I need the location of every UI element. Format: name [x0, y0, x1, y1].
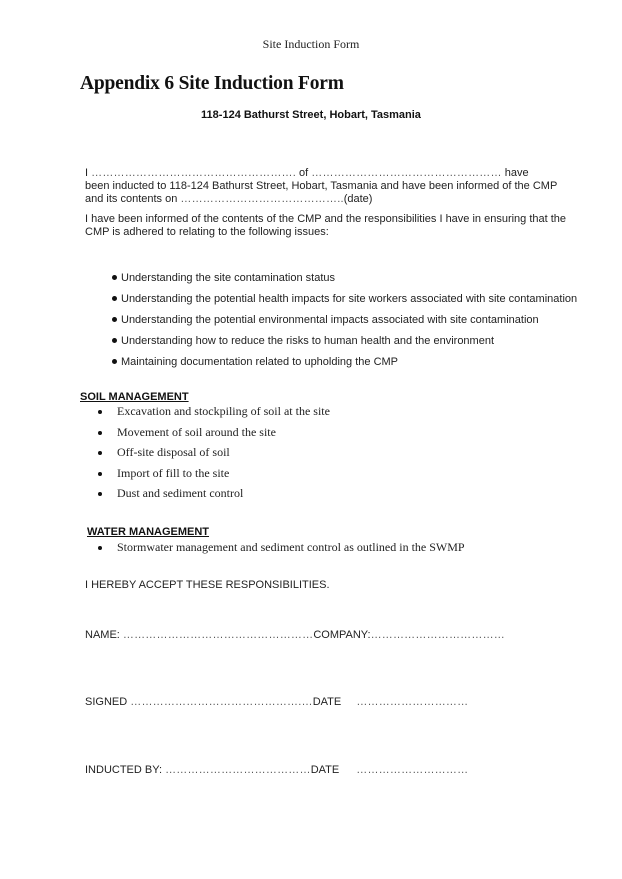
issue-text: Maintaining documentation related to upholding the CMP [121, 356, 399, 368]
date-label: DATE [312, 696, 342, 708]
intro-line-1 [85, 167, 529, 180]
issue-item [112, 293, 577, 305]
company-field[interactable]: ……………………………… [370, 629, 505, 641]
bullet-icon [112, 275, 117, 280]
soil-management-heading: SOIL MANAGEMENT [80, 391, 189, 403]
intro-date-label: (date) [343, 193, 373, 205]
inducted-by-field[interactable]: ………………………………… [165, 764, 311, 776]
responsibility-line-1: I have been informed of the contents of the CMP and the responsibilities I have in ensuring that the [85, 213, 567, 225]
soil-item-text: Movement of soil around the site [117, 425, 276, 439]
inducted-by-label: INDUCTED BY: [85, 764, 163, 776]
company-label: COMPANY: [313, 629, 371, 641]
issue-item [112, 335, 494, 347]
signed-label: SIGNED [85, 696, 128, 708]
page-title: Appendix 6 Site Induction Form [80, 73, 344, 94]
soil-item-text: Import of fill to the site [117, 466, 230, 480]
bullet-icon [98, 410, 102, 414]
soil-item [117, 486, 243, 501]
intro-line-2: been inducted to 118-124 Bathurst Street, Hobart, Tasmania and have been informed of the CMP [85, 180, 558, 192]
soil-item [117, 404, 330, 419]
intro-of: of [299, 167, 309, 179]
intro-have: have [504, 167, 529, 179]
soil-item [117, 425, 276, 440]
soil-item [117, 466, 229, 481]
name-field[interactable]: …………………………………………… [122, 629, 314, 641]
soil-item-text: Off-site disposal of soil [117, 445, 230, 459]
issue-text: Understanding the potential health impacts for site workers associated with site contamination [121, 293, 578, 305]
bullet-icon [112, 296, 117, 301]
bullet-icon [112, 317, 117, 322]
responsibility-line-2: CMP is adhered to relating to the following issues: [85, 226, 329, 238]
site-address: 118-124 Bathurst Street, Hobart, Tasmania [201, 109, 421, 121]
date-field[interactable]: ………………………… [356, 696, 469, 708]
inducted-by-row [85, 764, 468, 776]
issue-text: Understanding the potential environmental impacts associated with site contamination [121, 314, 539, 326]
intro-i: I [85, 167, 89, 179]
soil-item-text: Excavation and stockpiling of soil at the site [117, 404, 330, 418]
issue-item [112, 356, 398, 368]
issue-item [112, 314, 539, 326]
issue-text: Understanding the site contamination status [121, 272, 336, 284]
signed-row [85, 696, 468, 708]
bullet-icon [98, 472, 102, 476]
running-header: Site Induction Form [262, 37, 360, 51]
soil-item-text: Dust and sediment control [117, 486, 244, 500]
bullet-icon [112, 359, 117, 364]
issue-text: Understanding how to reduce the risks to human health and the environment [121, 335, 495, 347]
date-blank[interactable]: …………………………………….. [180, 193, 344, 205]
date-label-2: DATE [310, 764, 340, 776]
bullet-icon [98, 546, 102, 550]
acceptance-statement: I HEREBY ACCEPT THESE RESPONSIBILITIES. [85, 579, 330, 591]
name-label: NAME: [85, 629, 120, 641]
signature-field[interactable]: ……………………………………….… [130, 696, 313, 708]
bullet-icon [112, 338, 117, 343]
bullet-icon [98, 492, 102, 496]
water-management-heading: WATER MANAGEMENT [87, 526, 210, 538]
water-item-text: Stormwater management and sediment control as outlined in the SWMP [117, 540, 465, 554]
soil-item [117, 445, 230, 460]
date-field-2[interactable]: ………………………… [356, 764, 469, 776]
intro-contents-on: and its contents on [85, 193, 178, 205]
bullet-icon [98, 431, 102, 435]
intro-line-3 [85, 193, 372, 206]
issue-item [112, 272, 335, 284]
name-blank[interactable]: ………………………………………………. [91, 167, 296, 179]
bullet-icon [98, 451, 102, 455]
name-row [85, 629, 505, 641]
company-blank[interactable]: …………………………………………… [311, 167, 502, 179]
water-item [117, 540, 465, 555]
